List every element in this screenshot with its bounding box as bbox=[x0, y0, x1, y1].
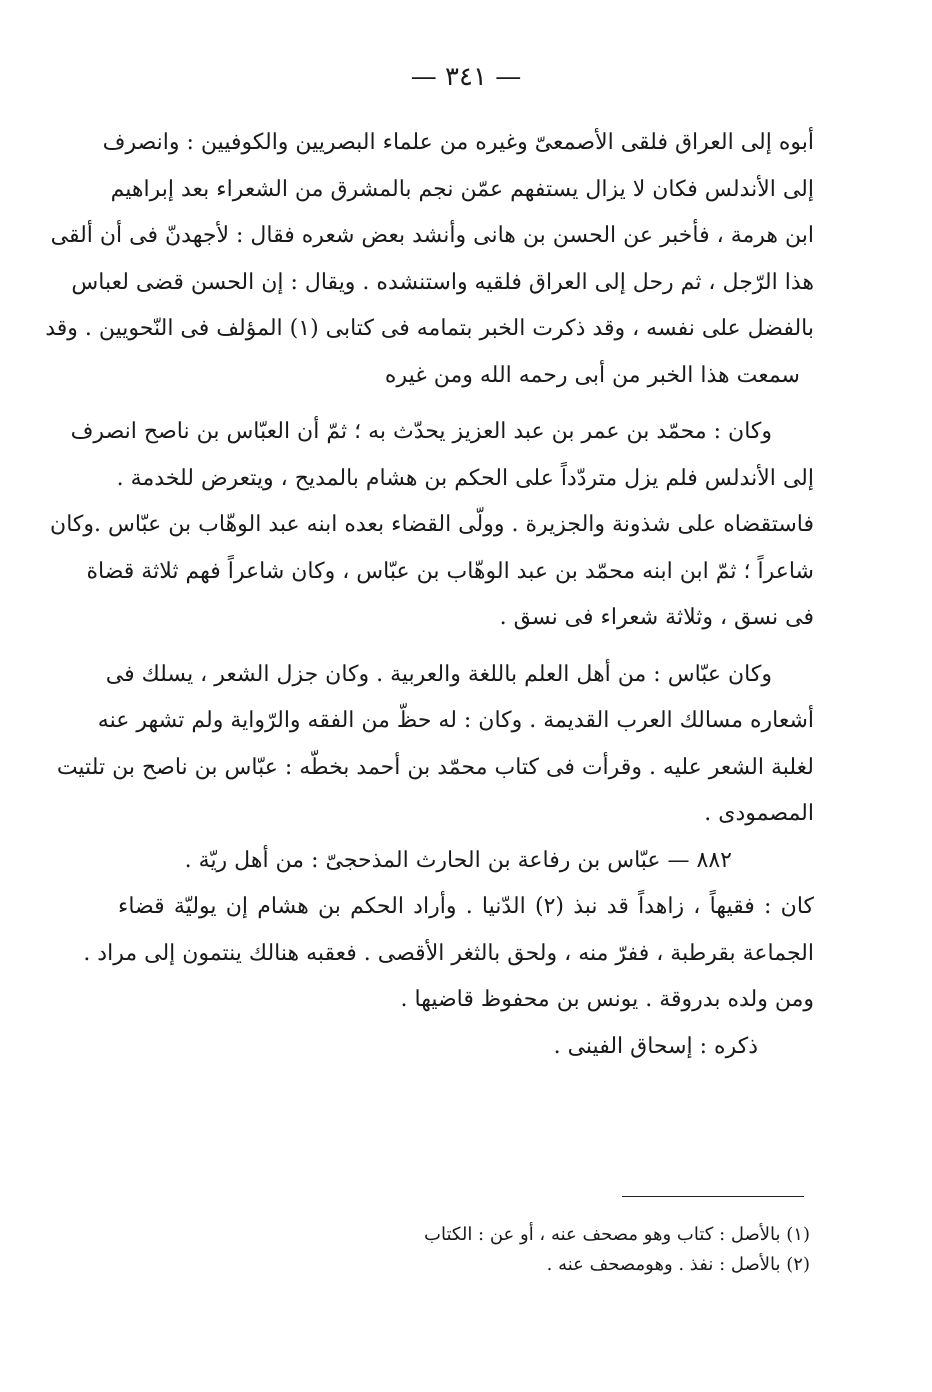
text-line: إلى الأندلس فلم يزل متردّداً على الحكم بن هشام بالمديح ، ويتعرض للخدمة . bbox=[116, 465, 814, 491]
page-number: — ٣٤١ — bbox=[410, 62, 522, 92]
text-line: وكان : محمّد بن عمر بن عبد العزيز يحدّث به ؛ ثمّ أن العبّاس بن ناصح انصرف bbox=[70, 419, 772, 444]
text-line: سمعت هذا الخبر من أبى رحمه الله ومن غيره bbox=[384, 362, 800, 388]
entry-882 bbox=[83, 838, 814, 1071]
paragraph-scholarship bbox=[56, 652, 814, 838]
text-line: ومن ولده بدروقة . يونس بن محفوظ قاضيها . bbox=[400, 987, 814, 1012]
paragraph-gap bbox=[118, 399, 814, 409]
text-line: أبوه إلى العراق فلقى الأصمعىّ وغيره من علماء البصريين والكوفيين : وانصرف bbox=[102, 130, 814, 155]
paragraph-return-andalus bbox=[50, 409, 814, 642]
entry-heading: ٨٨٢ — عبّاس بن رفاعة بن الحارث المذحجىّ : من أهل ريّة . bbox=[184, 847, 732, 873]
text-line: إلى الأندلس فكان لا يزال يستفهم عمّن نجم بالمشرق من الشعراء بعد إبراهيم bbox=[110, 176, 814, 202]
text-line: ابن هرمة ، فأخبر عن الحسن بن هانى وأنشد بعض شعره فقال : لأجهدنّ فى أن ألقى bbox=[50, 223, 814, 248]
footnote-divider bbox=[622, 1196, 804, 1197]
paragraph-gap bbox=[118, 642, 814, 652]
text-line: شاعراً ؛ ثمّ ابن ابنه محمّد بن عبد الوهّاب بن عبّاس ، وكان شاعراً فهم ثلاثة قضاة bbox=[86, 558, 814, 584]
paragraph-abbas-travels bbox=[45, 120, 814, 399]
text-line: ذكره : إسحاق الفينى . bbox=[553, 1033, 758, 1059]
body-text bbox=[45, 120, 814, 1070]
text-line: فى نسق ، وثلاثة شعراء فى نسق . bbox=[499, 605, 814, 630]
text-line: لغلبة الشعر عليه . وقرأت فى كتاب محمّد بن أحمد بخطّه : عبّاس بن ناصح بن تلتيت bbox=[56, 754, 814, 780]
text-line: كان : فقيهاً ، زاهداً قد نبذ (٢) الدّنيا . وأراد الحكم بن هشام إن يوليّة قضاء bbox=[118, 894, 814, 919]
text-line: المصمودى . bbox=[704, 801, 814, 826]
text-line: فاستقضاه على شذونة والجزيرة . وولّى القضاء بعده ابنه عبد الوهّاب بن عبّاس .وكان bbox=[50, 512, 814, 537]
text-line: الجماعة بقرطبة ، ففرّ منه ، ولحق بالثغر الأقصى . فعقبه هنالك ينتمون إلى مراد . bbox=[83, 940, 814, 966]
text-line: بالفضل على نفسه ، وقد ذكرت الخبر بتمامه فى كتابى (١) المؤلف فى النّحويين . وقد bbox=[45, 316, 814, 341]
text-line: هذا الرّجل ، ثم رحل إلى العراق فلقيه واستنشده . ويقال : إن الحسن قضى لعباس bbox=[71, 269, 814, 295]
footnote-2: (٢) بالأصل : نفذ . وهومصحف عنه . bbox=[546, 1254, 810, 1275]
text-line: وكان عبّاس : من أهل العلم باللغة والعربية . وكان جزل الشعر ، يسلك فى bbox=[105, 661, 772, 687]
footnotes bbox=[270, 1220, 810, 1280]
text-line: أشعاره مسالك العرب القديمة . وكان : له حظّ من الفقه والرّواية ولم تشهر عنه bbox=[97, 708, 814, 733]
footnote-1: (١) بالأصل : كتاب وهو مصحف عنه ، أو عن : الكتاب bbox=[424, 1224, 810, 1245]
